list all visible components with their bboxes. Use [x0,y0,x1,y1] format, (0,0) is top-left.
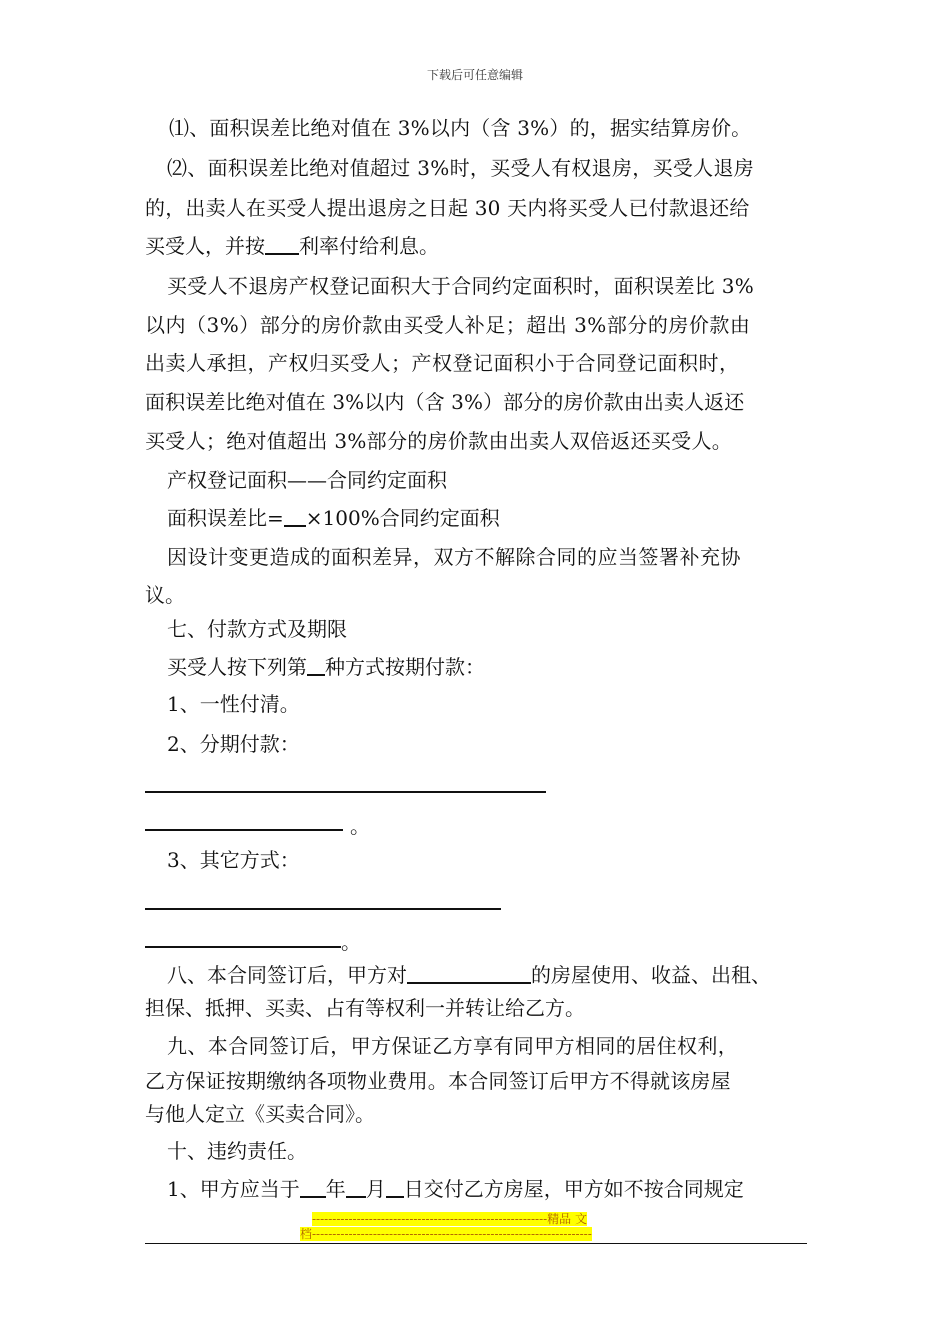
text-segment: 八、本合同签订后，甲方对 [167,963,407,987]
text-segment: ×100%合同约定面积 [305,506,500,530]
paragraph-line [167,961,771,989]
blank-line [145,791,546,793]
paragraph-line: 乙方保证按期缴纳各项物业费用。本合同签订后甲方不得就该房屋 [145,1069,731,1093]
paragraph-line [167,653,485,681]
period-mark: 。 [341,930,361,954]
fill-blank [284,507,306,527]
paragraph-line: 买受人不退房产权登记面积大于合同约定面积时，面积误差比 3% [167,274,755,298]
paragraph-line: 3、其它方式： [167,848,300,872]
text-segment: 面积误差比= [167,506,284,530]
paragraph-line: ⑵、面积误差比绝对值超过 3%时，买受人有权退房，买受人退房 [167,156,755,180]
fill-blank [407,964,531,984]
paragraph-line: 议。 [145,583,185,607]
fill-blank [307,656,325,676]
text-segment: 年 [325,1177,346,1201]
paragraph-line: 的，出卖人在买受人提出退房之日起 30 天内将买受人已付款退还给 [145,196,750,220]
section-heading: 七、付款方式及期限 [167,617,347,641]
paragraph-line: 以内（3%）部分的房价款由买受人补足；超出 3%部分的房价款由 [145,313,751,337]
text-segment: 种方式按期付款： [325,655,485,679]
fill-blank [386,1178,404,1198]
paragraph-line [167,1175,744,1203]
paragraph-line: 与他人定立《买卖合同》。 [145,1102,375,1126]
paragraph-line: 2、分期付款： [167,732,300,756]
paragraph-line: 出卖人承担，产权归买受人；产权登记面积小于合同登记面积时， [145,351,740,375]
fill-blank [300,1178,326,1198]
footer-watermark-line-2: 档--------------------------------------------------------------------- [300,1227,592,1241]
page-header: 下载后可任意编辑 [426,68,523,82]
footer-rule [145,1243,807,1244]
paragraph-line: 因设计变更造成的面积差异，双方不解除合同的应当签署补充协 [167,545,741,569]
paragraph-line: 面积误差比绝对值在 3%以内（含 3%）部分的房价款由出卖人返还 [145,390,745,414]
paragraph-line: 九、本合同签订后，甲方保证乙方享有同甲方相同的居住权利， [167,1034,739,1058]
paragraph-line: 担保、抵押、买卖、占有等权利一并转让给乙方。 [145,996,585,1020]
blank-line [145,908,501,910]
section-heading: 十、违约责任。 [167,1139,307,1163]
footer-watermark-line-1: ----------------------------------------------------------精品 文 [312,1212,587,1226]
fill-blank [346,1178,366,1198]
text-segment: 利率付给利息。 [299,234,439,258]
text-segment: 买受人按下列第 [167,655,307,679]
paragraph-line [145,232,439,260]
fill-blank [265,235,299,255]
text-segment: 买受人，并按 [145,234,265,258]
paragraph-line: ⑴、面积误差比绝对值在 3%以内（含 3%）的，据实结算房价。 [169,116,752,140]
paragraph-line: 买受人；绝对值超出 3%部分的房价款由出卖人双倍返还买受人。 [145,429,733,453]
paragraph-line [167,504,500,532]
blank-line [145,946,341,948]
text-segment: 月 [365,1177,386,1201]
text-segment: 的房屋使用、收益、出租、 [531,963,771,987]
paragraph-line: 1、一性付清。 [167,692,300,716]
period-mark: 。 [350,814,370,838]
text-segment: 1、甲方应当于 [167,1177,300,1201]
text-segment: 日交付乙方房屋，甲方如不按合同规定 [403,1177,744,1201]
blank-line [145,829,343,831]
paragraph-line: 产权登记面积——合同约定面积 [167,468,447,492]
